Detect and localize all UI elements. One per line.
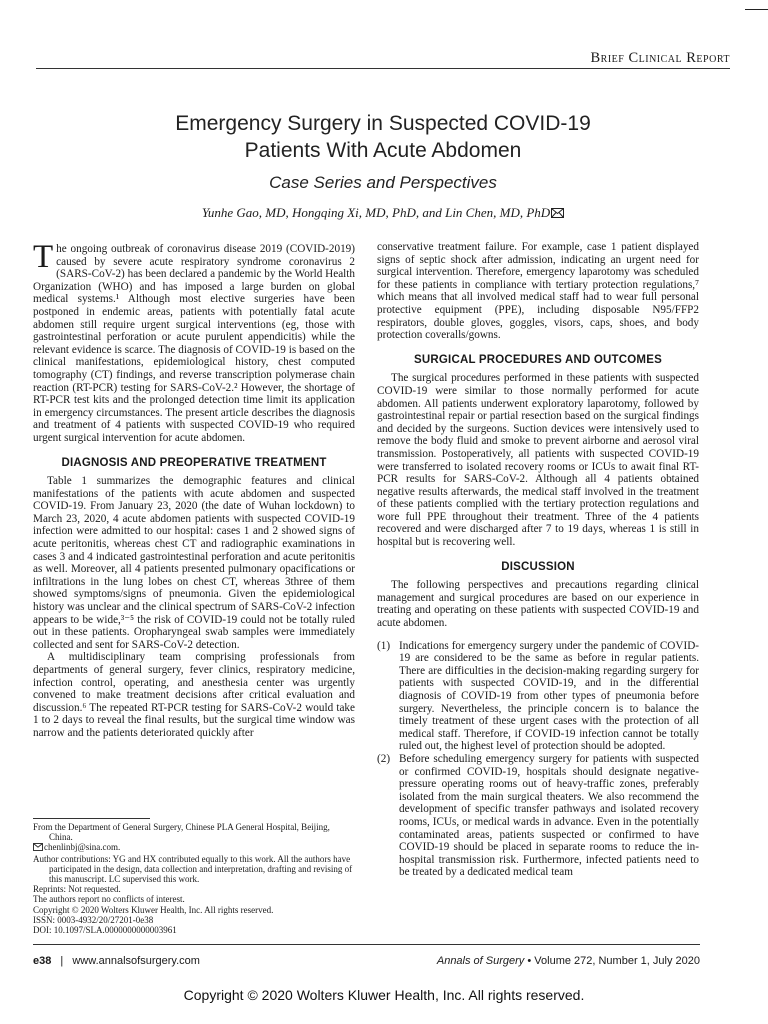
footer-rule — [33, 944, 700, 945]
intro-paragraph — [33, 239, 355, 445]
diagnosis-paragraph-1: Table 1 summarizes the demographic features and clinical manifestations of the patients with acute abdomen and suspected COVID-19. From January 23, 2020 (the date of Wuhan lockdown) to March 23, 2020, 4 acute abdomen patients with suspected COVID-19 infection were admitted to our hospital: cases 1 and 2 showed signs of acute peritonitis, whereas chest CT and radiographic examinations in cases 3 and 4 indicated gastrointestinal perforation and acute peritonitis as well. Moreover, all 4 patients presented pulmonary opacifications or infiltrations in the lung lobes on chest CT, whereas 3three of them showed symptoms/signs of pneumonia. Given the epidemiological history was unclear and the clinical spectrum of SARS-CoV-2 infection appears to be wide,³⁻⁵ the risk of COVID-19 could not be totally ruled out in these patients. Oropharyngeal swab samples were immediately collected and sent for SARS-CoV-2 detection. — [33, 475, 355, 651]
heading-surgical: SURGICAL PROCEDURES AND OUTCOMES — [414, 353, 662, 366]
footnote-contributions: Author contributions: YG and HX contributed equally to this work. All the authors have participated in the design, data collection and interpretation, drafting and revising of this manuscript. LC supervised this work. — [33, 853, 353, 885]
list-item-text: Before scheduling emergency surgery for patients with suspected or confirmed COVID-19, hospitals should designate negative-pressure operating rooms out of heavy-traffic zones, preferably isolated from the main surgical theaters. We also recommend the development of specific transfer pathways and isolated recovery rooms, ICUs, or medical wards in advance. Even in the potentially contaminated areas, patients suspected or confirmed to have COVID-19 should be placed in separate rooms to reduce the in-hospital transmission risk. Furthermore, infected patients need to be treated by a dedicated medical team — [399, 752, 699, 879]
heading-diagnosis: DIAGNOSIS AND PREOPERATIVE TREATMENT — [61, 456, 327, 469]
list-gap — [377, 630, 699, 640]
footer-bullet: • — [527, 955, 532, 967]
footnote-issn: ISSN: 0003-4932/20/27201-0e38 — [33, 914, 154, 925]
list-item — [377, 753, 699, 879]
intro-text: he ongoing outbreak of coronavirus disease 2019 (COVID-2019) caused by severe acute respiratory syndrome coronavirus 2 (SARS-CoV-2) has been declared a pandemic by the World Health Organization (WHO) and has imposed a large burden on global medical systems.¹ Although most elective surgeries have been postponed in endemic areas, patients with potentially fatal acute abdomen still require urgent surgical interventions (eg, those with gastrointestinal perforation or acute purulent appendicitis) while the relevant evidence is scarce. The diagnosis of COVID-19 is based on the clinical manifestations, epidemiological history, chest computed tomography (CT) findings, and reverse transcription polymerase chain reaction (RT-PCR) testing for SARS-CoV-2.² However, the shortage of RT-PCR test kits and the prolonged detection time limit its application in emergency circumstances. The present article describes the diagnosis and treatment of 4 patients with suspected COVID-19 who required urgent surgical intervention for acute abdomen. — [33, 243, 355, 444]
heading-discussion: DISCUSSION — [501, 560, 575, 573]
footnote-copyright: Copyright © 2020 Wolters Kluwer Health, Inc. All rights reserved. — [33, 904, 274, 915]
list-item — [377, 640, 699, 753]
page-number: e38 — [33, 955, 52, 967]
title-line-2: Patients With Acute Abdomen — [244, 139, 522, 162]
section-label: Brief Clinical Report — [590, 50, 730, 66]
volume-info: Volume 272, Number 1, July 2020 — [534, 955, 700, 967]
list-item-number: (2) — [377, 752, 391, 765]
envelope-icon — [33, 843, 43, 853]
footer-left — [33, 955, 200, 967]
email-address[interactable]: chenlinbj@sina.com. — [44, 842, 121, 853]
article-subtitle: Case Series and Perspectives — [269, 173, 497, 192]
footnote-reprints: Reprints: Not requested. — [33, 884, 121, 895]
continued-paragraph: conservative treatment failure. For example, case 1 patient displayed signs of septic shock after admission, indicating an urgent need for surgical intervention. Therefore, emergency laparotomy was scheduled for these patients in compliance with tertiary protection regulations,⁷ which means that all involved medical staff had to wear full personal protective equipment (PPE), including disposable N95/FFP2 respirators, double gloves, goggles, visors, caps, shoes, and body protection coveralls/gowns. — [377, 241, 699, 342]
author-names: Yunhe Gao, MD, Hongqing Xi, MD, PhD, and Lin Chen, MD, PhD — [201, 205, 551, 220]
bottom-copyright: Copyright © 2020 Wolters Kluwer Health, Inc. All rights reserved. — [183, 987, 585, 1003]
journal-website[interactable]: www.annalsofsurgery.com — [72, 955, 200, 967]
footnote-email — [33, 842, 355, 853]
header-rule — [36, 68, 730, 69]
author-line — [36, 205, 730, 222]
article-title — [36, 110, 730, 164]
journal-name: Annals of Surgery — [436, 955, 525, 967]
list-item-number: (1) — [377, 639, 391, 652]
list-item-text: Indications for emergency surgery under the pandemic of COVID-19 are considered to be the same as before in regular patients. There are difficulties in the decision-making regarding surgery for patients with suspected COVID-19, and in the differential diagnosis of COVID-19 from other types of pneumonia before surgery. Nevertheless, the principle concern is to balance the timely treatment of these urgent cases with the protection of all medical staff. Therefore, if COVID-19 infection cannot be totally ruled out, the highest level of protection should be adopted. — [399, 639, 699, 753]
footer-separator: | — [60, 955, 64, 967]
title-line-1: Emergency Surgery in Suspected COVID-19 — [175, 112, 591, 135]
right-column — [377, 241, 699, 879]
footnote-doi: DOI: 10.1097/SLA.0000000000003961 — [33, 925, 177, 936]
footnotes — [33, 822, 355, 935]
title-block — [36, 110, 730, 222]
surgical-paragraph: The surgical procedures performed in these patients with suspected COVID-19 were similar to those normally performed for acute abdomen. All patients underwent exploratory laparotomy, followed by gastrointestinal repair or partial resection based on the surgical findings and decided by the surgeons. Suction devices were intensively used to remove the body fluid and smoke to prevent airborne and aerosol viral transmission. Postoperatively, all patients with suspected COVID-19 were transferred to isolated recovery rooms or ICUs to await final RT-PCR results for SARS-CoV-2. Although all 4 patients obtained negative results afterwards, the medical staff involved in the treatment of these patients complied with the tertiary protection regulations and wore full PPE throughout their treatment. Three of the 4 patients recovered and were discharged after 7 to 19 days, whereas 1 is still in hospital but is recovering well. — [377, 372, 699, 549]
footer-right — [437, 955, 700, 967]
top-edge-dash — [745, 9, 768, 10]
left-column — [33, 239, 355, 740]
diagnosis-paragraph-2: A multidisciplinary team comprising professionals from departments of general surgery, fever clinics, respiratory medicine, infection control, operating, and anesthesia center was urgently convened to make treatment decisions after critical evaluation and discussion.⁶ The repeated RT-PCR testing for SARS-CoV-2 would take 1 to 2 days to reveal the final results, but the surgical time window was narrow and the patients deteriorated quickly after — [33, 651, 355, 739]
envelope-icon[interactable] — [551, 206, 564, 222]
footnote-rule — [33, 818, 150, 819]
footnote-affiliation: From the Department of General Surgery, Chinese PLA General Hospital, Beijing, China. — [33, 822, 330, 843]
discussion-paragraph: The following perspectives and precautions regarding clinical management and surgical procedures are based on our experience in treating and operating on these patients with suspected COVID-19 and acute abdomen. — [377, 579, 699, 630]
drop-cap: T — [33, 239, 54, 275]
footnote-conflicts: The authors report no conflicts of interest. — [33, 894, 185, 905]
